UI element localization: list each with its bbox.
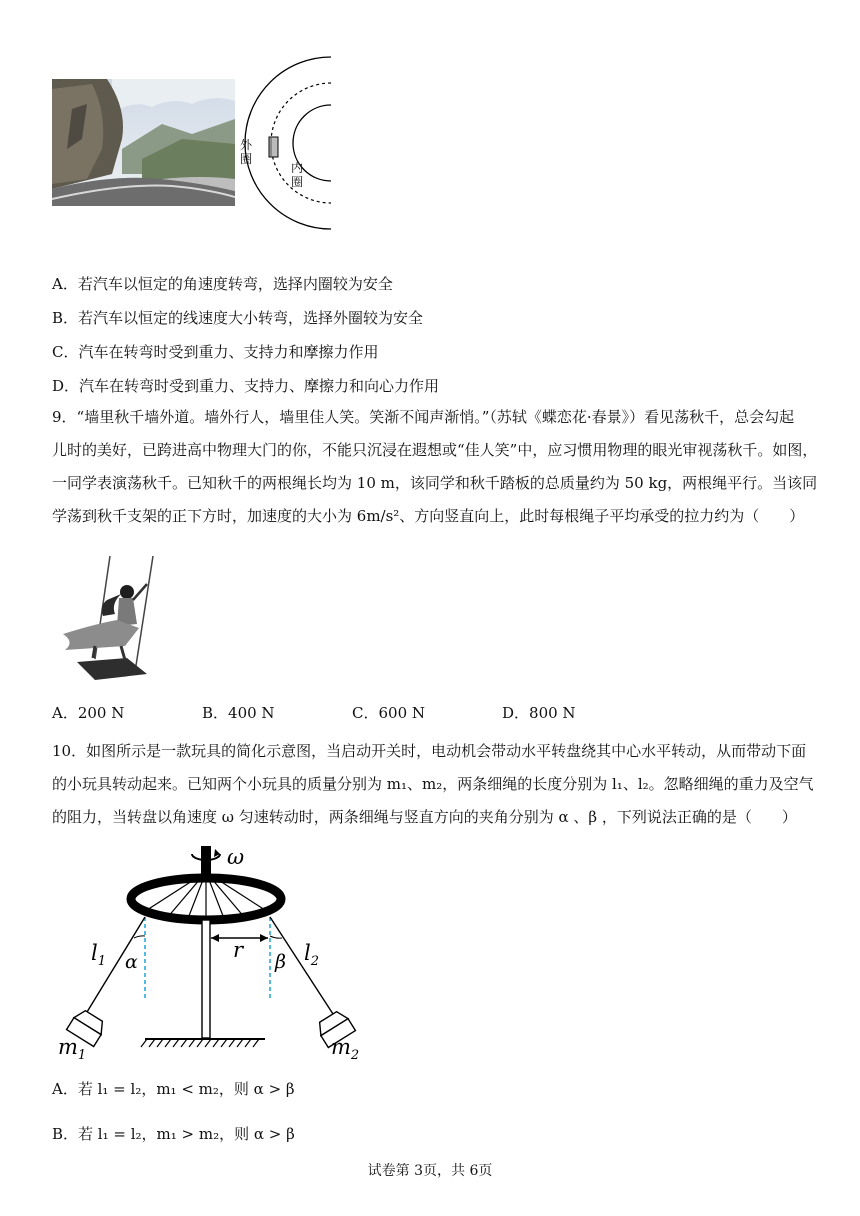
l1-label: $l_1$ xyxy=(91,941,106,969)
inner-track-label: 内圈 xyxy=(291,161,304,189)
q10-line: 10．如图所示是一款玩具的简化示意图，当启动开关时，电动机会带动水平转盘绕其中心水平转动，从而带动下面 xyxy=(52,742,807,760)
q8-option-b: B．若汽车以恒定的线速度大小转弯，选择外圈较为安全 xyxy=(52,309,424,327)
beta-label: β xyxy=(275,951,286,973)
page-footer: 试卷第 3页，共 6页 xyxy=(367,1163,493,1179)
q10-question xyxy=(52,735,812,834)
q9-question xyxy=(52,401,818,533)
radius-label: r xyxy=(233,938,244,962)
alpha-label: α xyxy=(125,951,138,973)
rotating-toy-diagram xyxy=(55,842,375,1064)
q10-option-b: B．若 l₁ = l₂，m₁ > m₂，则 α > β xyxy=(52,1125,295,1143)
q9-line: 9．“墙里秋千墙外道。墙外行人，墙里佳人笑。笑渐不闻声渐悄。”（苏轼《蝶恋花·春景》）看见荡秋千，总会勾起 xyxy=(52,408,795,426)
support-pole xyxy=(202,920,210,1038)
q10-line: 的小玩具转动起来。已知两个小玩具的质量分别为 m₁、m₂，两条细绳的长度分别为 l₁、l₂。忽略细绳的重力及空气 xyxy=(52,775,814,793)
q9-option-d: D．800 N xyxy=(502,704,576,722)
q8-option-d: D．汽车在转弯时受到重力、支持力、摩擦力和向心力作用 xyxy=(52,377,440,395)
q9-option-b: B．400 N xyxy=(202,704,275,722)
m1-label: $m_1$ xyxy=(58,1035,87,1063)
swing-illustration xyxy=(55,554,165,686)
q10-option-a: A．若 l₁ = l₂，m₁ < m₂，则 α > β xyxy=(52,1080,295,1098)
q9-line: 学荡到秋千支架的正下方时，加速度的大小为 6m/s²、方向竖直向上，此时每根绳子平均承受的拉力约为（ ） xyxy=(52,507,805,525)
omega-label: ω xyxy=(227,845,245,869)
road-photo xyxy=(52,79,235,206)
l2-label: $l_2$ xyxy=(304,941,319,969)
q8-option-c: C．汽车在转弯时受到重力、支持力和摩擦力作用 xyxy=(52,343,379,361)
outer-track-label: 外圈 xyxy=(240,138,253,166)
q10-line: 的阻力，当转盘以角速度 ω 匀速转动时，两条细绳与竖直方向的夹角分别为 α 、β ，下列说法正确的是（ ） xyxy=(52,808,797,826)
q9-option-a: A．200 N xyxy=(52,704,125,722)
q8-option-a: A．若汽车以恒定的角速度转弯，选择内圈较为安全 xyxy=(52,275,393,293)
q9-line: 一同学表演荡秋千。已知秋千的两根绳长均为 10 m，该同学和秋千踏板的总质量约为 50 kg，两根绳平行。当该同 xyxy=(52,474,818,492)
car-block xyxy=(269,137,278,157)
m2-label: $m_2$ xyxy=(331,1035,360,1063)
q9-option-c: C．600 N xyxy=(352,704,426,722)
outer-track-line xyxy=(245,57,331,229)
q9-line: 儿时的美好，已跨进高中物理大门的你，不能只沉浸在遐想或“佳人笑”中，应习惯用物理的眼光审视荡秋千。如图， xyxy=(52,441,818,459)
q9-options xyxy=(52,702,752,722)
